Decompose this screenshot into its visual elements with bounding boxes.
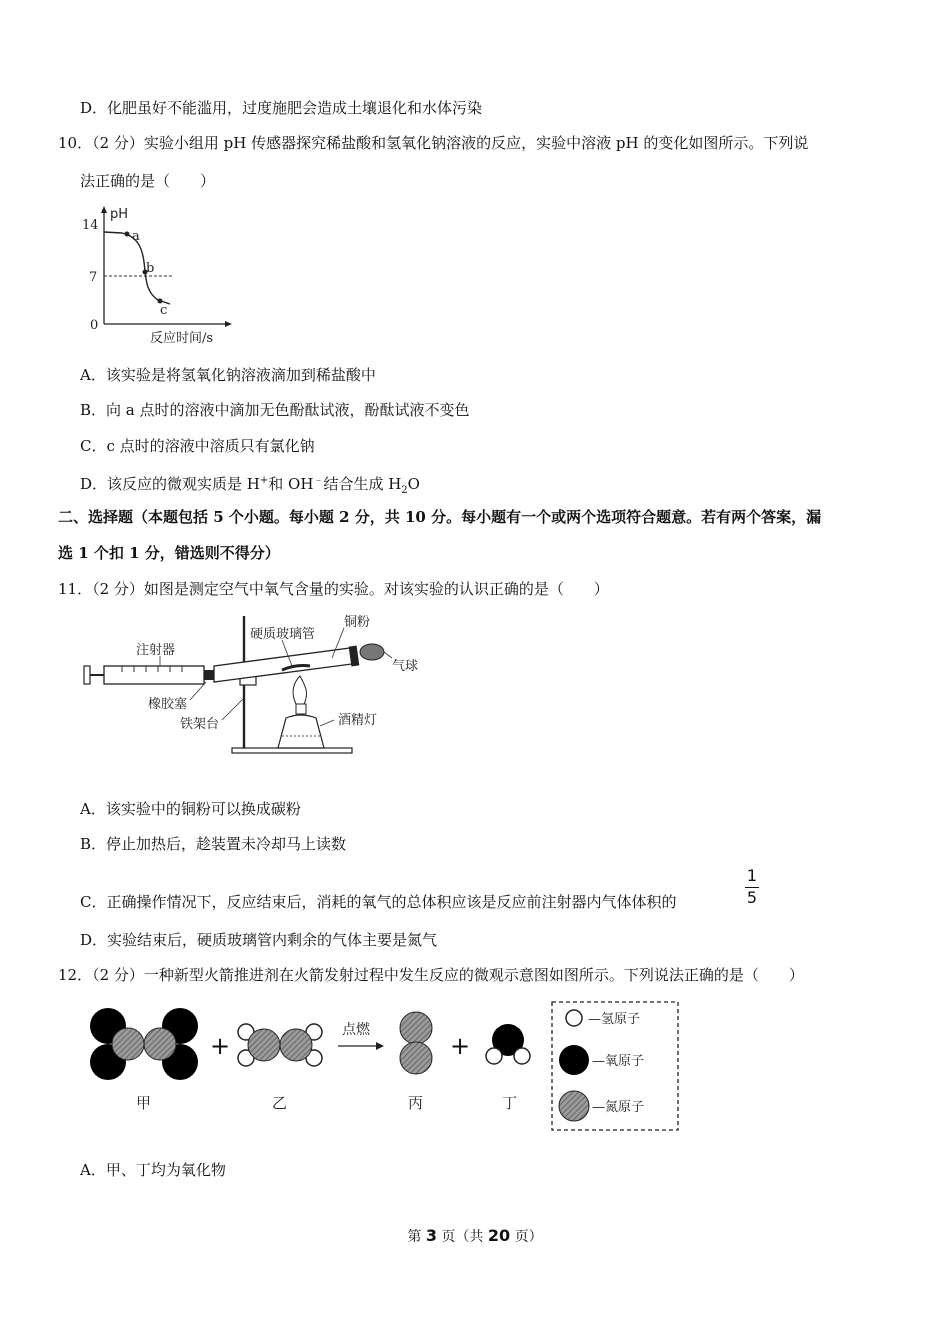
point-a-dot — [125, 232, 130, 237]
q10-option-d-prefix: D．该反应的微观实质是 H — [80, 475, 260, 493]
label-lamp: 酒精灯 — [338, 713, 378, 728]
lamp-wick-holder — [296, 704, 306, 714]
point-c-label: c — [160, 303, 168, 318]
footer-mid: 页（共 — [436, 1229, 488, 1245]
q10-option-d-suffix2: O — [407, 475, 420, 493]
q10-option-d-mid: 和 OH — [268, 475, 314, 493]
hydrogen-ion-charge: + — [259, 475, 269, 486]
label-jia: 甲 — [136, 1094, 152, 1112]
tick-0: 0 — [90, 318, 99, 333]
section2-heading-line1: 二、选择题（本题包括 5 个小题。每小题 2 分，共 10 分。每小题有一个或两个选项符合题意。若有两个答案，漏 — [58, 508, 822, 526]
label-ding: 丁 — [502, 1094, 518, 1112]
x-axis-label: 反应时间/s — [150, 331, 214, 346]
molecule-ding — [486, 1024, 530, 1064]
q12-reaction-diagram — [80, 996, 690, 1136]
balloon — [360, 644, 384, 660]
q10-stem-line2: 法正确的是（ ） — [80, 172, 216, 190]
label-glass-tube: 硬质玻璃管 — [250, 627, 316, 642]
q11-apparatus-figure — [82, 608, 432, 760]
rubber-stopper — [204, 670, 214, 680]
q12-option-a: A．甲、丁均为氧化物 — [80, 1161, 226, 1179]
legend-oxygen-icon — [559, 1045, 589, 1075]
q11-option-d: D．实验结束后，硬质玻璃管内剩余的气体主要是氮气 — [80, 931, 438, 949]
y-axis-arrow-icon — [101, 206, 107, 213]
q10-ph-graph — [80, 200, 240, 350]
point-b-label: b — [146, 261, 155, 276]
point-a-label: a — [132, 229, 140, 244]
flame — [293, 676, 307, 704]
legend-nitrogen-label: —氮原子 — [592, 1100, 645, 1115]
q10-option-c: C．c 点时的溶液中溶质只有氯化钠 — [80, 437, 315, 455]
y-axis-label: pH — [110, 207, 129, 222]
footer-post: 页） — [510, 1229, 543, 1245]
syringe-handle — [84, 666, 90, 684]
legend-nitrogen-icon — [559, 1091, 589, 1121]
label-balloon: 气球 — [392, 659, 419, 674]
page-footer — [0, 1226, 950, 1246]
q12-stem: 12．（2 分）一种新型火箭推进剂在火箭发射过程中发生反应的微观示意图如图所示。下列说法正确的是（ ） — [58, 966, 804, 984]
label-stand: 铁架台 — [180, 717, 220, 732]
label-yi: 乙 — [272, 1094, 288, 1112]
molecule-jia — [90, 1008, 198, 1080]
q10-option-d — [80, 471, 420, 501]
q10-stem-line1: 10．（2 分）实验小组用 pH 传感器探究稀盐酸和氢氧化钠溶液的反应，实验中溶液 pH 的变化如图所示。下列说 — [58, 134, 809, 152]
legend-hydrogen-icon — [566, 1010, 582, 1026]
label-bing: 丙 — [408, 1094, 424, 1112]
footer-total-pages: 20 — [487, 1226, 511, 1245]
hydroxide-ion-charge: ﹣ — [313, 475, 324, 486]
reaction-arrow-head-icon — [376, 1042, 384, 1050]
reaction-condition: 点燃 — [342, 1022, 370, 1038]
q10-option-b: B．向 a 点时的溶液中滴加无色酚酞试液，酚酞试液不变色 — [80, 401, 470, 419]
molecule-yi — [238, 1024, 322, 1066]
q11-option-b: B．停止加热后，趁装置未冷却马上读数 — [80, 835, 347, 853]
fraction-numerator: 1 — [746, 866, 758, 885]
footer-page-number: 3 — [425, 1226, 437, 1245]
plus-sign-1: + — [210, 1032, 231, 1060]
x-axis-arrow-icon — [225, 321, 232, 327]
water-subscript: 2 — [401, 485, 408, 496]
syringe-barrel — [104, 666, 204, 684]
alcohol-lamp — [278, 715, 324, 748]
molecule-bing — [400, 1012, 432, 1074]
legend-oxygen-label: —氧原子 — [592, 1054, 645, 1069]
plus-sign-2: + — [450, 1032, 471, 1060]
label-stopper: 橡胶塞 — [148, 697, 188, 712]
q11-stem: 11．（2 分）如图是测定空气中氧气含量的实验。对该实验的认识正确的是（ ） — [58, 580, 609, 598]
tick-7: 7 — [89, 270, 98, 285]
label-syringe: 注射器 — [136, 643, 176, 658]
legend-hydrogen-label: —氢原子 — [588, 1012, 641, 1027]
q9-option-d: D．化肥虽好不能滥用，过度施肥会造成土壤退化和水体污染 — [80, 99, 483, 117]
stand-base — [232, 748, 352, 753]
q11-option-c: C．正确操作情况下，反应结束后，消耗的氧气的总体积应该是反应前注射器内气体体积的 — [80, 893, 677, 911]
q10-option-a: A．该实验是将氢氧化钠溶液滴加到稀盐酸中 — [80, 366, 376, 384]
q11-option-a: A．该实验中的铜粉可以换成碳粉 — [80, 800, 301, 818]
fraction-denominator: 5 — [746, 888, 758, 907]
label-copper: 铜粉 — [344, 615, 371, 630]
q10-option-d-suffix1: 结合生成 H — [323, 475, 402, 493]
section2-heading-line2: 选 1 个扣 1 分，错选则不得分） — [58, 544, 280, 562]
footer-pre: 第 — [407, 1229, 426, 1245]
tick-14: 14 — [82, 218, 99, 233]
glass-tube — [214, 648, 352, 682]
